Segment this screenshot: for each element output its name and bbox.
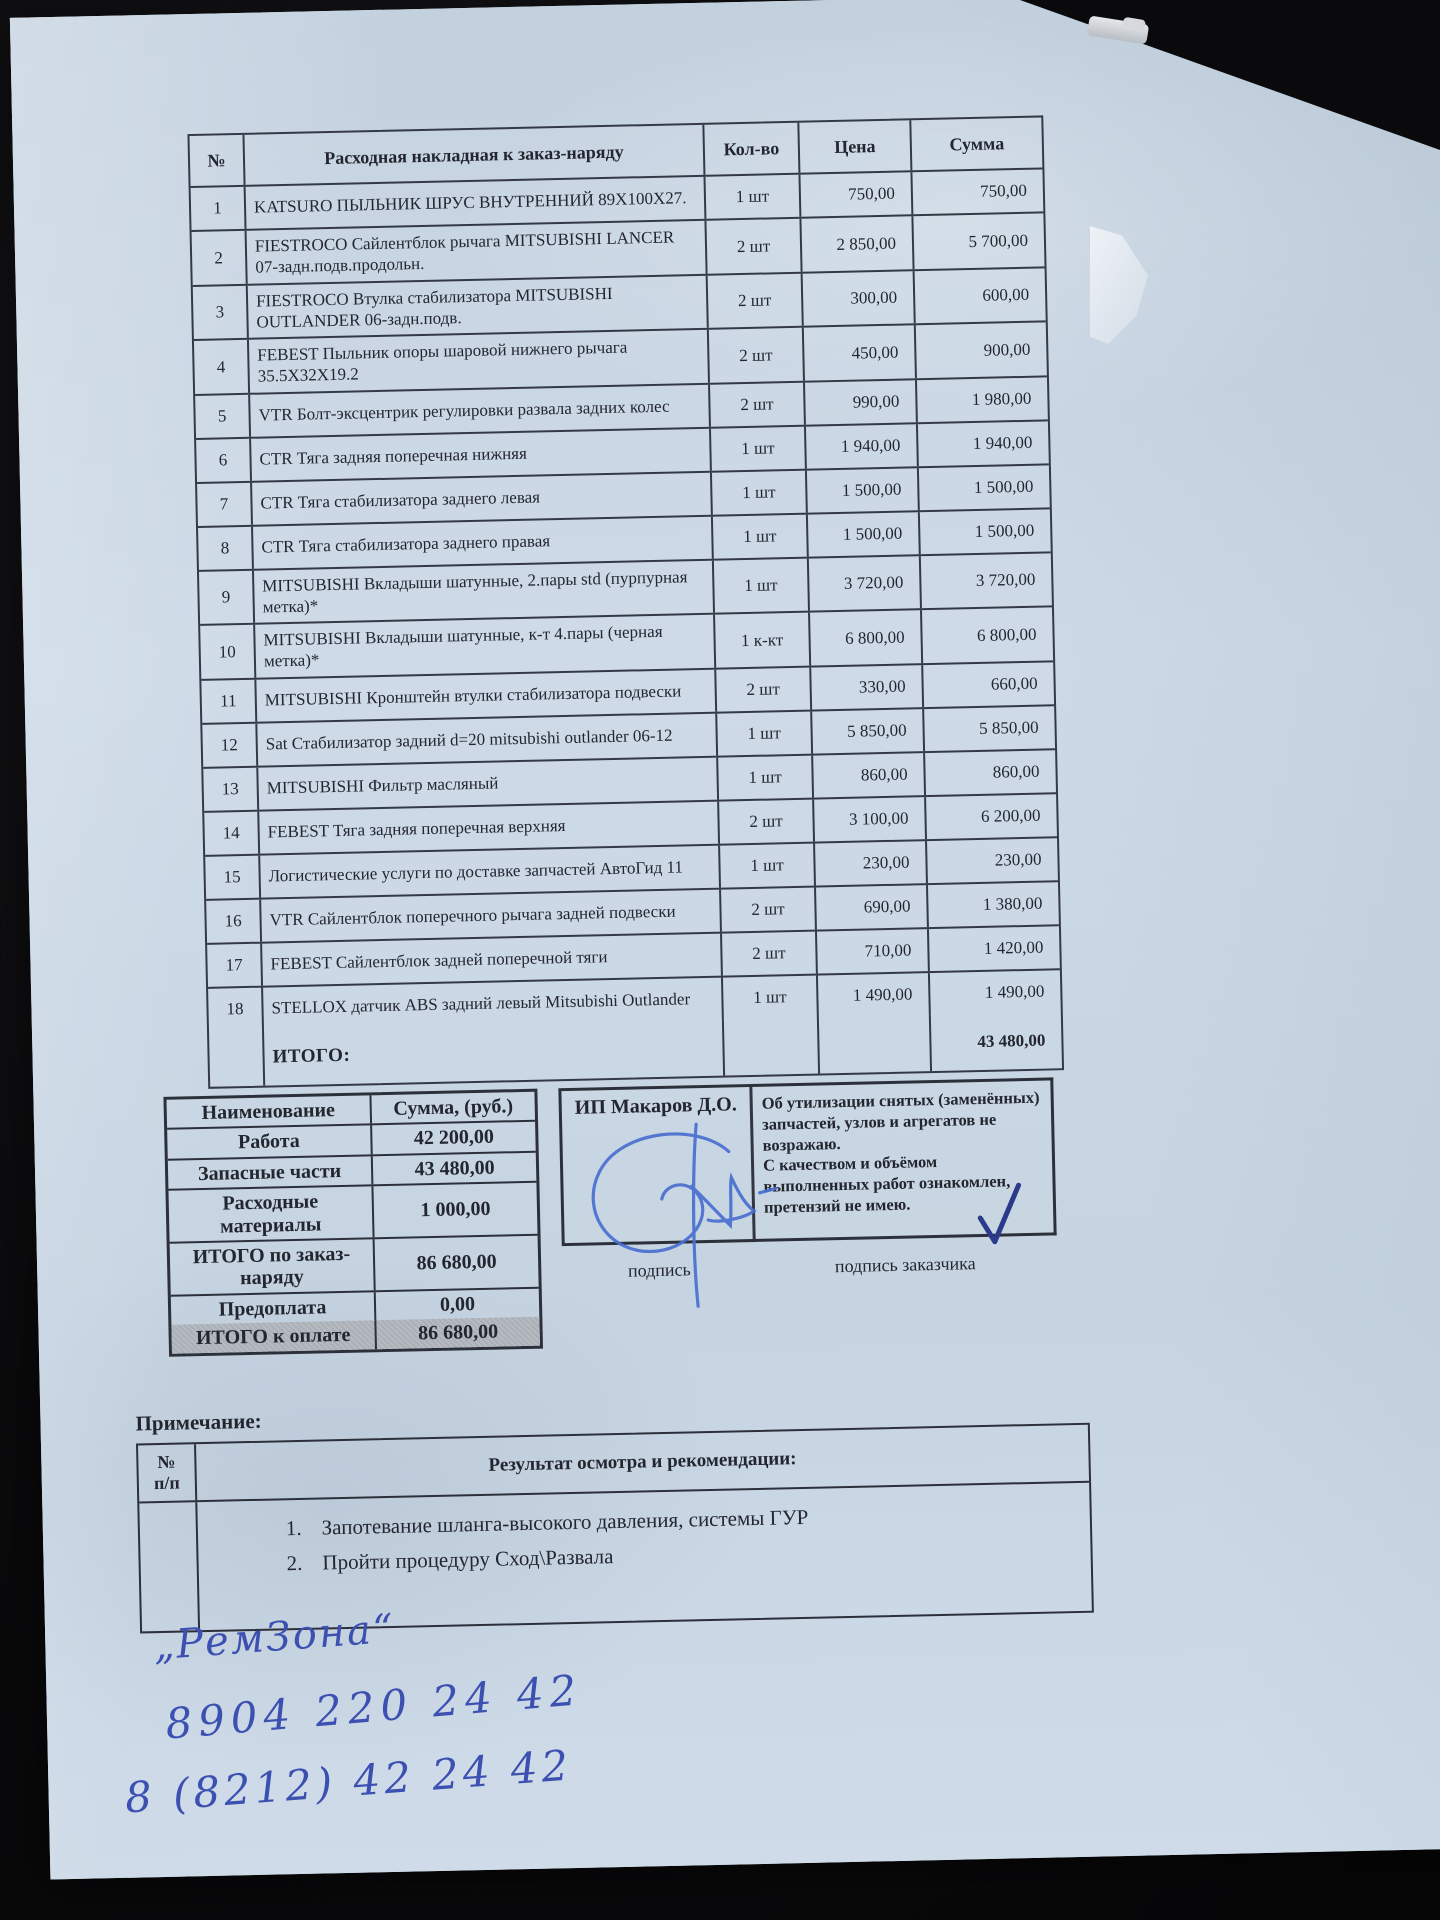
company-signature-box [558, 1084, 755, 1246]
invoice-paper [10, 0, 1440, 1879]
cell-part-name: MITSUBISHI Вкладыши шатунные, 2.пары std (пурпурная метка)* [254, 560, 715, 623]
handwritten-company-name: „РемЗона“ [151, 1605, 397, 1670]
cell-part-name: MITSUBISHI Кронштейн втулки стабилизатора подвески [256, 669, 717, 721]
note-item [286, 1534, 1080, 1576]
cell-sum: 3 720,00 [975, 569, 1036, 591]
cell-row-number: 7 [197, 482, 253, 525]
cell-sum: 5 700,00 [968, 230, 1029, 251]
cell-row-number: 10 [200, 625, 256, 679]
cell-row-number: 6 [196, 438, 252, 481]
summary-final-value: 86 680,00 [417, 1320, 499, 1345]
summary-label: ИТОГО по заказ-наряду [170, 1239, 376, 1294]
notes-num-header [138, 1444, 197, 1501]
summary-label: Предоплата [171, 1292, 377, 1325]
summary-header-sum: Сумма, (руб.) [393, 1095, 514, 1120]
cell-part-name: FEBEST Сайлентблок задней поперечной тяги [262, 933, 723, 985]
notes-body-row [139, 1483, 1092, 1632]
cell-quantity: 1 шт [705, 175, 801, 219]
cell-quantity: 2 шт [709, 328, 805, 383]
summary-value: 86 680,00 [416, 1250, 497, 1275]
handwritten-phone-1: 8904 220 24 42 [163, 1665, 585, 1749]
cell-part-name: FIESTROCO Сайлентблок рычага MITSUBISHI LANCER 07-задн.подв.продольн. [247, 221, 708, 284]
note-item-text: Запотевание шланга-высокого давления, системы ГУР [321, 1504, 809, 1540]
notes-num-cell [139, 1502, 200, 1631]
cell-quantity: 1 шт [714, 558, 810, 613]
cell-sum: 230,00 [994, 849, 1042, 870]
cell-sum: 1 500,00 [973, 476, 1034, 497]
cell-price: 3 100,00 [814, 797, 927, 841]
cell-part-name: STELLOX датчик ABS задний левый Mitsubishi Outlander [263, 977, 724, 1029]
note-item-number: 2. [286, 1550, 303, 1576]
signature-scribble-icon [568, 1112, 787, 1317]
cell-row-number: 11 [201, 679, 257, 722]
cell-sum: 1 420,00 [983, 937, 1044, 958]
cell-price: 1 500,00 [807, 468, 920, 512]
cell-price: 750,00 [800, 172, 913, 216]
cell-quantity: 1 к-кт [715, 613, 811, 668]
cell-price: 5 850,00 [812, 709, 925, 753]
customer-sign-caption: подпись заказчика [834, 1253, 976, 1277]
total-empty-num [209, 1029, 265, 1086]
cell-row-number: 18 [208, 987, 264, 1030]
cell-row-number: 1 [191, 187, 247, 230]
cell-row-number: 4 [194, 340, 250, 394]
cell-price: 330,00 [811, 665, 924, 709]
cell-part-name: VTR Сайлентблок поперечного рычага задней подвески [261, 889, 722, 941]
note-item [286, 1499, 1080, 1541]
cell-part-name: Sat Стабилизатор задний d=20 mitsubishi outlander 06-12 [257, 713, 718, 765]
header-qty: Кол-во [704, 123, 800, 175]
cell-price: 690,00 [816, 885, 929, 929]
parts-table [187, 115, 1064, 1088]
cell-price: 6 800,00 [810, 610, 923, 665]
cell-part-name: FEBEST Пыльник опоры шаровой нижнего рычага 35.5X32X19.2 [249, 330, 710, 393]
note-item-number: 1. [285, 1515, 302, 1541]
notes-num-header-top: № [157, 1451, 176, 1473]
notes-num-header-bottom: п/п [153, 1472, 180, 1494]
summary-final-label: ИТОГО к оплате [171, 1320, 377, 1353]
header-sum: Сумма [949, 133, 1005, 155]
cell-sum: 750,00 [979, 181, 1028, 202]
cell-sum: 1 380,00 [982, 893, 1043, 914]
handwritten-phone-2: 8 (8212) 42 24 42 [123, 1740, 574, 1823]
notes-items [197, 1483, 1092, 1630]
cell-row-number: 17 [207, 943, 263, 986]
company-sign-caption: подпись [627, 1259, 691, 1281]
header-num: № [189, 135, 245, 186]
cell-part-name: VTR Болт-эксцентрик регулировки развала задних колес [250, 384, 711, 436]
cell-price: 860,00 [813, 753, 926, 797]
cell-part-name: MITSUBISHI Вкладыши шатунные, к-т 4.пары (черная метка)* [255, 615, 716, 678]
parts-table-body [191, 169, 1061, 1030]
notes-table [136, 1423, 1094, 1634]
cell-sum: 1 490,00 [984, 981, 1045, 1002]
cell-row-number: 16 [206, 899, 262, 942]
total-empty-price [819, 1015, 932, 1073]
summary-value: 42 200,00 [413, 1126, 495, 1150]
cell-sum: 1 940,00 [972, 432, 1033, 453]
cell-row-number: 15 [205, 855, 261, 898]
cell-quantity: 1 шт [720, 843, 816, 887]
cell-sum: 1 500,00 [974, 520, 1035, 541]
disclaimer-paragraph-2: С качеством и объёмом выполненных работ ознакомлен, претензий не имею. [762, 1152, 1011, 1217]
cell-quantity: 2 шт [719, 799, 815, 843]
cell-row-number: 13 [203, 767, 259, 810]
cell-part-name: Логистические услуги по доставке запчастей АвтоГид 11 [260, 845, 721, 897]
cell-price: 3 720,00 [809, 556, 922, 611]
cell-part-name: KATSURO ПЫЛЬНИК ШРУС ВНУТРЕННИЙ 89X100X27. [246, 177, 707, 229]
cell-quantity: 2 шт [716, 667, 812, 711]
cell-sum: 6 200,00 [980, 805, 1041, 826]
cell-part-name: MITSUBISHI Фильтр масляный [258, 757, 719, 809]
cell-price: 230,00 [815, 841, 928, 885]
summary-table [163, 1089, 543, 1357]
cell-quantity: 1 шт [717, 711, 813, 755]
customer-signature-box [749, 1077, 1056, 1242]
cell-price: 2 850,00 [801, 216, 914, 271]
cell-part-name: FEBEST Тяга задняя поперечная верхняя [259, 801, 720, 853]
summary-row [170, 1236, 539, 1297]
summary-value: 1 000,00 [420, 1198, 491, 1222]
cell-price: 450,00 [804, 325, 917, 380]
cell-price: 300,00 [803, 271, 916, 326]
company-name: ИП Макаров Д.О. [574, 1093, 737, 1119]
notes-result-header: Результат осмотра и рекомендации: [488, 1448, 797, 1476]
summary-value: 0,00 [439, 1292, 476, 1316]
cell-quantity: 2 шт [721, 887, 817, 931]
cell-sum: 660,00 [990, 673, 1038, 694]
cell-quantity: 1 шт [711, 426, 807, 470]
cell-price: 1 490,00 [818, 973, 931, 1017]
cell-quantity: 1 шт [713, 514, 809, 558]
cell-part-name: CTR Тяга стабилизатора заднего левая [252, 472, 713, 524]
cell-row-number: 9 [199, 570, 255, 624]
cell-part-name: FIESTROCO Втулка стабилизатора MITSUBISHI OUTLANDER 06-задн.подв. [248, 275, 709, 338]
cell-sum: 5 850,00 [978, 717, 1039, 738]
cell-row-number: 14 [204, 811, 260, 854]
cell-part-name: CTR Тяга задняя поперечная нижняя [251, 428, 712, 480]
summary-value: 43 480,00 [414, 1156, 495, 1181]
total-sum: 43 480,00 [977, 1030, 1046, 1051]
summary-label: Работа [167, 1126, 373, 1159]
cell-quantity: 1 шт [712, 470, 808, 514]
note-item-text: Пройти процедуру Сход\Развала [322, 1544, 614, 1575]
cell-row-number: 12 [202, 723, 258, 766]
cell-sum: 600,00 [982, 284, 1030, 305]
cell-row-number: 2 [192, 231, 248, 285]
summary-label: Расходные материалы [168, 1186, 374, 1241]
cell-row-number: 3 [193, 285, 249, 339]
header-title: Расходная накладная к заказ-наряду [244, 125, 705, 185]
header-price: Цена [799, 120, 912, 172]
cell-row-number: 8 [198, 526, 254, 569]
summary-label: Запасные части [168, 1156, 374, 1189]
cell-quantity: 1 шт [718, 755, 814, 799]
total-label: ИТОГО: [264, 1019, 725, 1085]
cell-price: 1 940,00 [806, 424, 919, 468]
cell-sum: 900,00 [983, 339, 1031, 360]
cell-price: 710,00 [817, 929, 930, 973]
cell-quantity: 1 шт [723, 975, 819, 1019]
disclaimer-paragraph-1: Об утилизации снятых (заменённых) запчастей, узлов и агрегатов не возражаю. [761, 1087, 1040, 1155]
checkmark-icon [972, 1177, 1026, 1250]
summary-row [168, 1183, 537, 1244]
cell-sum: 1 980,00 [971, 388, 1032, 409]
cell-quantity: 2 шт [706, 219, 802, 274]
cell-quantity: 2 шт [722, 931, 818, 975]
cell-price: 1 500,00 [808, 512, 921, 556]
cell-row-number: 5 [195, 394, 251, 437]
notes-heading: Примечание: [135, 1408, 262, 1436]
cell-part-name: CTR Тяга стабилизатора заднего правая [253, 516, 714, 568]
total-empty-qty [724, 1017, 820, 1075]
cell-quantity: 2 шт [708, 273, 804, 328]
summary-header-name: Наименование [166, 1095, 372, 1128]
cell-sum: 6 800,00 [976, 624, 1037, 645]
cell-price: 990,00 [805, 380, 918, 424]
cell-quantity: 2 шт [710, 382, 806, 426]
summary-table-body [167, 1122, 539, 1325]
cell-sum: 860,00 [992, 761, 1040, 782]
